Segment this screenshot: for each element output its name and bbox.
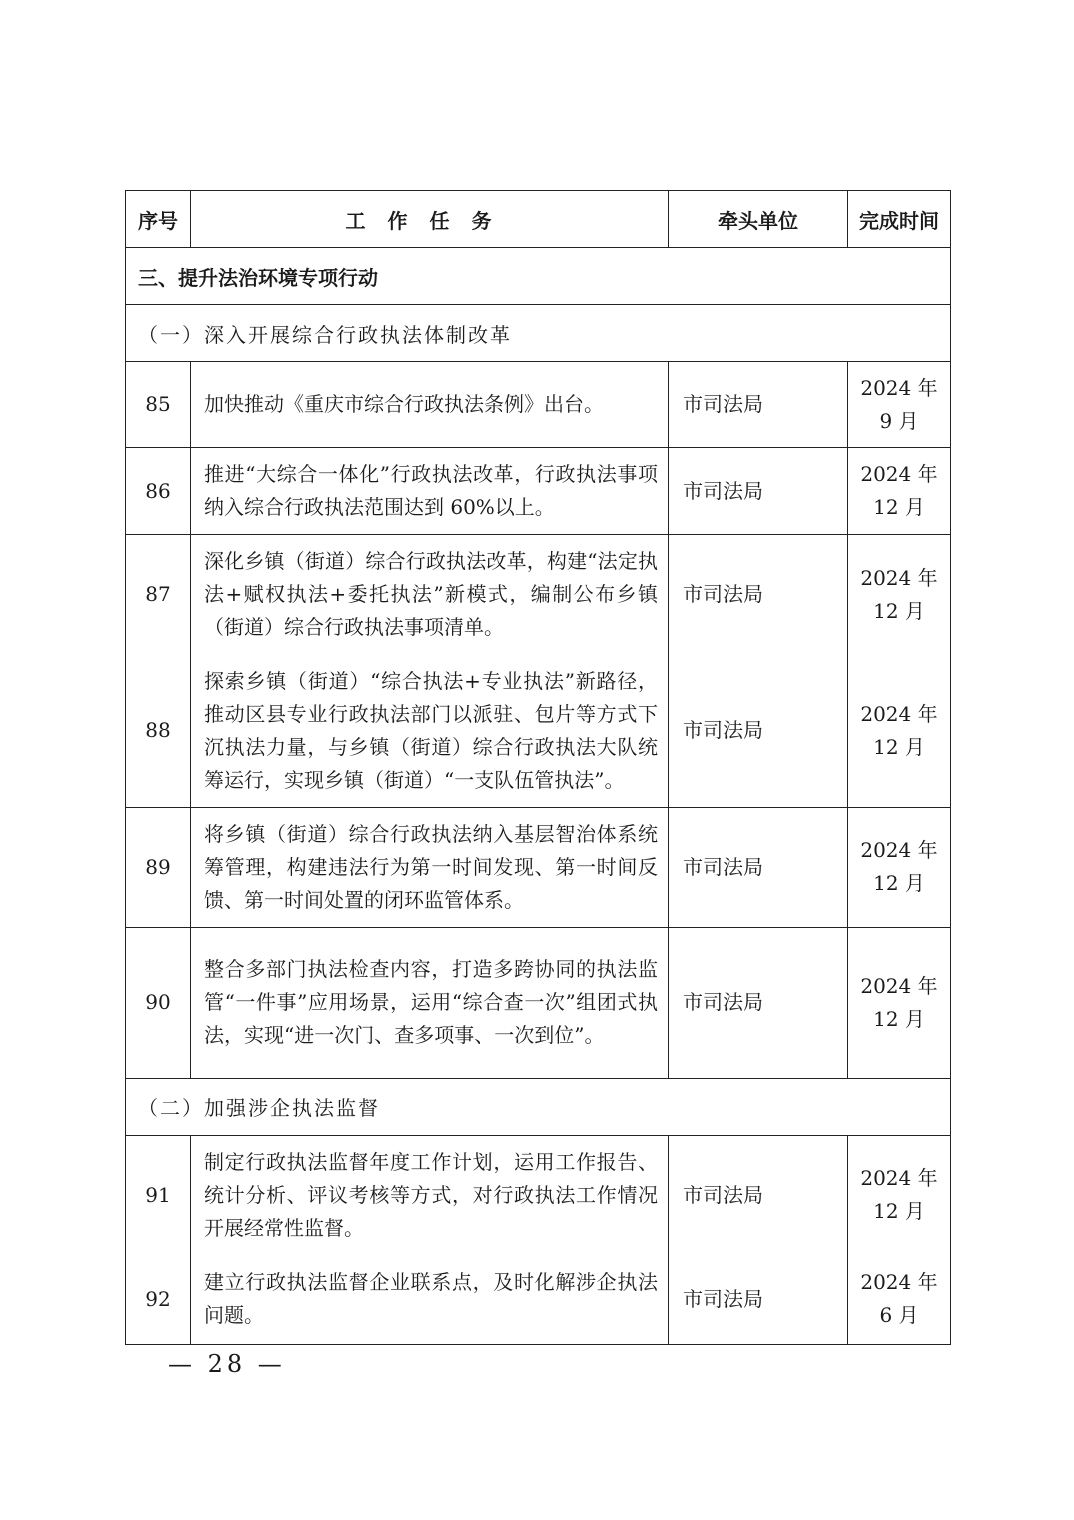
header-time: 完成时间 [848, 191, 951, 248]
table-header-row [126, 191, 951, 248]
row-time-year: 2024 年 [860, 462, 938, 486]
row-time-month: 12 月 [873, 871, 925, 895]
row-task: 探索乡镇（街道）“综合执法+专业执法”新路径，推动区县专业行政执法部门以派驻、包片等方式下沉执法力量，与乡镇（街道）综合行政执法大队统筹运行，实现乡镇（街道）“一支队伍管执法”。 [191, 655, 669, 808]
row-task: 深化乡镇（街道）综合行政执法改革，构建“法定执法+赋权执法+委托执法”新模式，编制公布乡镇（街道）综合行政执法事项清单。 [191, 535, 669, 655]
row-task: 加快推动《重庆市综合行政执法条例》出台。 [191, 362, 669, 448]
row-time [848, 655, 951, 808]
subsection-two-heading: （二）加强涉企执法监督 [126, 1078, 951, 1135]
row-time-year: 2024 年 [860, 1270, 938, 1295]
row-number: 92 [126, 1255, 191, 1345]
row-number: 90 [126, 927, 191, 1078]
row-time-year: 2024 年 [860, 565, 938, 590]
row-time [848, 535, 951, 655]
row-unit: 市司法局 [669, 362, 848, 448]
row-unit: 市司法局 [669, 1135, 848, 1255]
section-row [126, 305, 951, 362]
row-time-month: 9 月 [879, 408, 919, 433]
section-three-heading: 三、提升法治环境专项行动 [126, 248, 951, 305]
row-time [848, 807, 951, 927]
header-unit: 牵头单位 [669, 191, 848, 248]
row-task: 推进“大综合一体化”行政执法改革，行政执法事项纳入综合行政执法范围达到 60%以上。 [191, 448, 669, 535]
row-time [848, 1255, 951, 1345]
row-time-year: 2024 年 [860, 701, 938, 726]
row-number: 91 [126, 1135, 191, 1255]
row-time-month: 12 月 [873, 1199, 925, 1223]
row-task: 制定行政执法监督年度工作计划，运用工作报告、统计分析、评议考核等方式，对行政执法工作情况开展经常性监督。 [191, 1135, 669, 1255]
row-time [848, 927, 951, 1078]
table-row [126, 655, 951, 808]
row-time-year: 2024 年 [860, 375, 938, 400]
table-row [126, 807, 951, 927]
table-row [126, 535, 951, 655]
row-unit: 市司法局 [669, 807, 848, 927]
row-unit: 市司法局 [669, 535, 848, 655]
table-row [126, 1255, 951, 1345]
row-time-month: 12 月 [873, 1006, 925, 1031]
row-task: 建立行政执法监督企业联系点，及时化解涉企执法问题。 [191, 1255, 669, 1345]
row-unit: 市司法局 [669, 655, 848, 808]
row-number: 88 [126, 655, 191, 808]
row-unit: 市司法局 [669, 927, 848, 1078]
row-number: 87 [126, 535, 191, 655]
row-time-month: 12 月 [873, 495, 925, 519]
row-number: 85 [126, 362, 191, 448]
row-time-month: 12 月 [873, 598, 925, 623]
row-number: 86 [126, 448, 191, 535]
page-number: — 28 — [168, 1350, 286, 1378]
subsection-one-heading: （一）深入开展综合行政执法体制改革 [126, 305, 951, 362]
row-unit: 市司法局 [669, 448, 848, 535]
task-table [125, 190, 951, 1345]
table-row [126, 362, 951, 448]
row-task: 整合多部门执法检查内容，打造多跨协同的执法监管“一件事”应用场景，运用“综合查一次”组团式执法，实现“进一次门、查多项事、一次到位”。 [191, 927, 669, 1078]
header-task: 工作任务 [191, 191, 669, 248]
row-time [848, 448, 951, 535]
table-row [126, 1135, 951, 1255]
table-row [126, 927, 951, 1078]
row-time-month: 12 月 [873, 734, 925, 759]
row-time [848, 1135, 951, 1255]
row-unit: 市司法局 [669, 1255, 848, 1345]
row-task: 将乡镇（街道）综合行政执法纳入基层智治体系统筹管理，构建违法行为第一时间发现、第一时间反馈、第一时间处置的闭环监管体系。 [191, 807, 669, 927]
row-time-month: 6 月 [879, 1303, 919, 1328]
header-num: 序号 [126, 191, 191, 248]
row-time [848, 362, 951, 448]
row-number: 89 [126, 807, 191, 927]
section-row [126, 1078, 951, 1135]
section-row [126, 248, 951, 305]
row-time-year: 2024 年 [860, 838, 938, 862]
row-time-year: 2024 年 [860, 1166, 938, 1190]
table-row [126, 448, 951, 535]
row-time-year: 2024 年 [860, 973, 938, 998]
